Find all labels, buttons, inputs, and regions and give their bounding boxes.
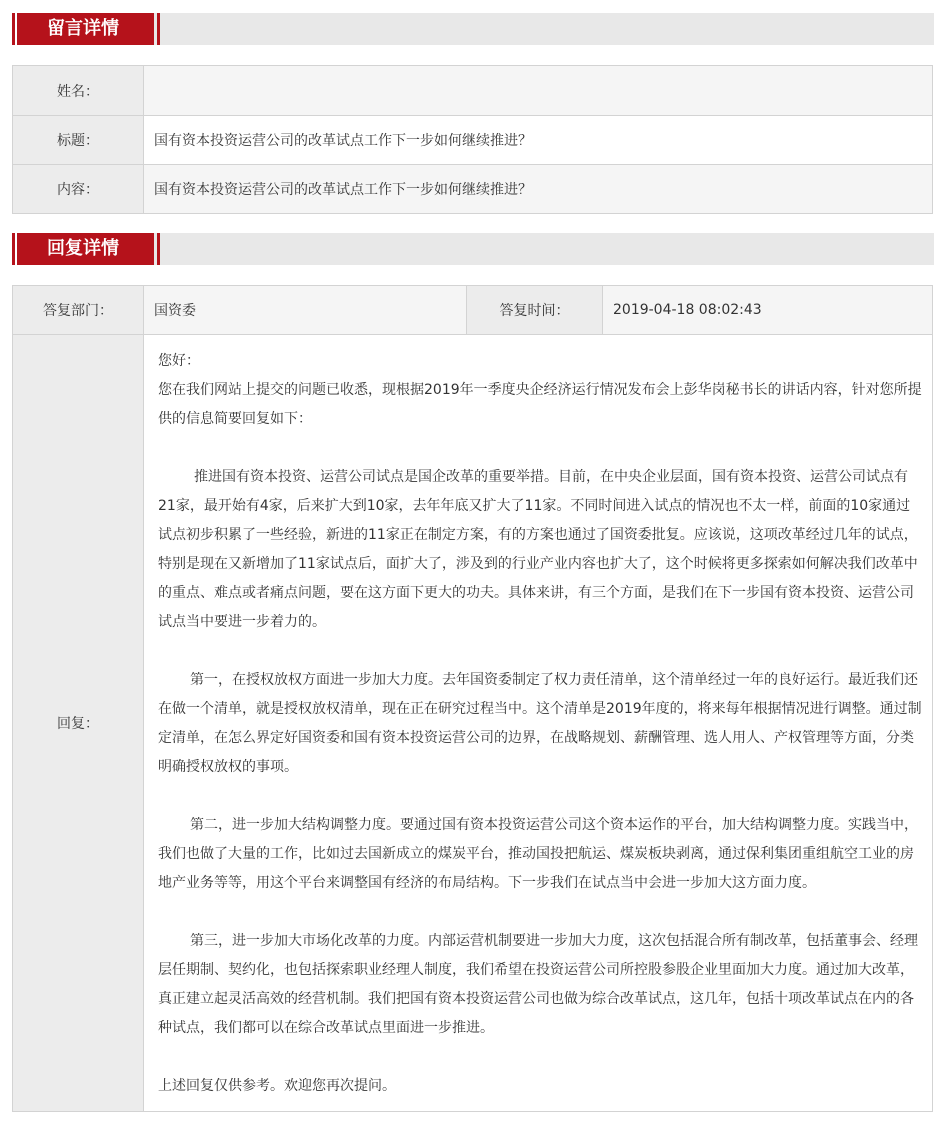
dept-value: 国资委 <box>144 286 467 335</box>
name-row <box>13 66 933 116</box>
message-table <box>12 65 933 214</box>
name-value <box>144 66 933 116</box>
content-row <box>13 165 933 214</box>
subject-label: 标题： <box>13 116 144 165</box>
reply-paragraph: 第三，进一步加大市场化改革的力度。内部运营机制要进一步加大力度，这次包括混合所有制改革，包括董事会、经理层任期制、契约化，也包括探索职业经理人制度，我们希望在投资运营公司所控股参股企业里面加大力度。通过加大改革，真正建立起灵活高效的经营机制。我们把国有资本投资运营公司也做为综合改革试点，这几年，包括十项改革试点在内的各种试点，我们都可以在综合改革试点里面进一步推进。 <box>158 933 918 1036</box>
reply-body <box>144 335 933 1112</box>
time-value: 2019-04-18 08:02:43 <box>603 286 933 335</box>
dept-label: 答复部门： <box>13 286 144 335</box>
reply-greeting: 您好： <box>158 353 200 369</box>
reply-content-row <box>13 335 933 1112</box>
subject-value: 国有资本投资运营公司的改革试点工作下一步如何继续推进？ <box>144 116 933 165</box>
reply-label: 回复： <box>13 335 144 1112</box>
reply-paragraph: 推进国有资本投资、运营公司试点是国企改革的重要举措。目前，在中央企业层面，国有资本投资、运营公司试点有21家，最开始有4家，后来扩大到10家，去年年底又扩大了11家。不同时间进入试点的情况也不太一样，前面的10家通过试点初步积累了一些经验，新进的11家正在制定方案，有的方案也通过了国资委批复。应该说，这项改革经过几年的试点，特别是现在又新增加了11家试点后，面扩大了，涉及到的行业产业内容也扩大了，这个时候将更多探索如何解决我们改革中的重点、难点或者痛点问题，要在这方面下更大的功夫。具体来讲，有三个方面，是我们在下一步国有资本投资、运营公司试点当中要进一步着力的。 <box>158 469 918 630</box>
reply-paragraph: 第一，在授权放权方面进一步加大力度。去年国资委制定了权力责任清单，这个清单经过一年的良好运行。最近我们还在做一个清单，就是授权放权清单，现在正在研究过程当中。这个清单是2019年度的，将来每年根据情况进行调整。通过制定清单，在怎么界定好国资委和国有资本投资运营公司的边界，在战略规划、薪酬管理、选人用人、产权管理等方面，分类明确授权放权的事项。 <box>158 672 922 775</box>
reply-section-title: 回复详情 <box>12 233 154 265</box>
reply-section-header <box>12 233 934 265</box>
subject-row <box>13 116 933 165</box>
reply-intro: 您在我们网站上提交的问题已收悉，现根据2019年一季度央企经济运行情况发布会上彭华岗秘书长的讲话内容，针对您所提供的信息简要回复如下： <box>158 382 922 427</box>
message-section-title: 留言详情 <box>12 13 154 45</box>
reply-paragraph: 第二，进一步加大结构调整力度。要通过国有资本投资运营公司这个资本运作的平台，加大结构调整力度。实践当中，我们也做了大量的工作，比如过去国新成立的煤炭平台，推动国投把航运、煤炭板块剥离，通过保利集团重组航空工业的房地产业务等等，用这个平台来调整国有经济的布局结构。下一步我们在试点当中会进一步加大这方面力度。 <box>158 817 918 891</box>
content-label: 内容： <box>13 165 144 214</box>
name-label: 姓名： <box>13 66 144 116</box>
message-section-header <box>12 13 934 45</box>
reply-closing: 上述回复仅供参考。欢迎您再次提问。 <box>158 1078 396 1094</box>
time-label: 答复时间： <box>467 286 603 335</box>
reply-meta-row <box>13 286 933 335</box>
content-value: 国有资本投资运营公司的改革试点工作下一步如何继续推进？ <box>144 165 933 214</box>
reply-table <box>12 285 933 1112</box>
